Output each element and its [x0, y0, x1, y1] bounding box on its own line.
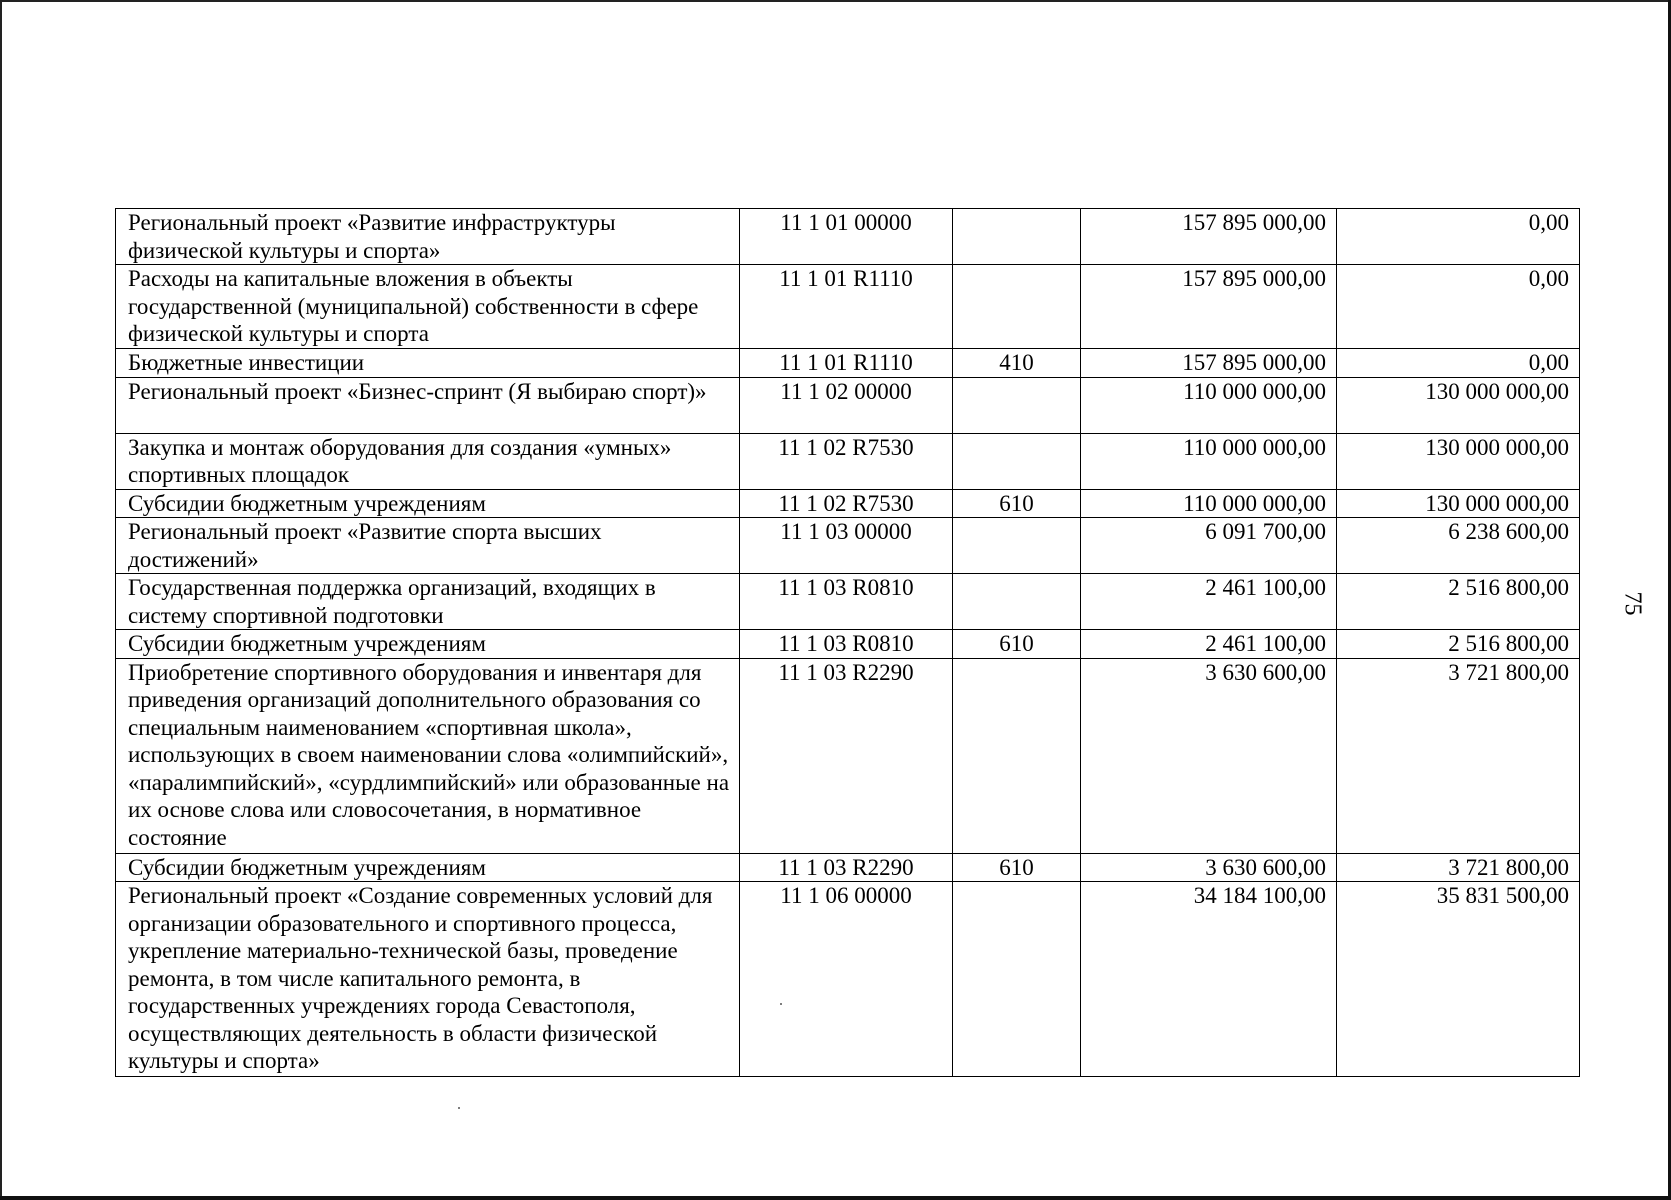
row-sum1-cell: 157 895 000,00	[1081, 349, 1337, 378]
table-row	[116, 265, 1580, 349]
row-type-cell	[953, 518, 1081, 574]
row-type-cell	[953, 433, 1081, 489]
row-code-cell: 11 1 03 00000	[740, 518, 953, 574]
row-name-cell: Субсидии бюджетным учреждениям	[116, 630, 740, 659]
row-code-cell: 11 1 02 R7530	[740, 489, 953, 518]
row-sum2-cell: 130 000 000,00	[1337, 377, 1580, 433]
row-sum2-cell: 0,00	[1337, 265, 1580, 349]
row-sum1-cell: 6 091 700,00	[1081, 518, 1337, 574]
table-row	[116, 853, 1580, 882]
table-row	[116, 658, 1580, 853]
row-name-cell: Региональный проект «Создание современных условий для организации образовательного и спортивного процесса, укрепление материально-технической базы, проведение ремонта, в том числе капитального ремонта, в государственных учреждениях города Севастополя, осуществляющих деятельность в области физической культуры и спорта»	[116, 882, 740, 1077]
row-sum1-cell: 110 000 000,00	[1081, 489, 1337, 518]
row-name-cell: Региональный проект «Бизнес-спринт (Я выбираю спорт)»	[116, 377, 740, 433]
table-row	[116, 574, 1580, 630]
row-name-cell: Субсидии бюджетным учреждениям	[116, 853, 740, 882]
row-type-cell: 610	[953, 853, 1081, 882]
row-type-cell	[953, 265, 1081, 349]
row-code-cell: 11 1 03 R0810	[740, 630, 953, 659]
row-sum1-cell: 157 895 000,00	[1081, 209, 1337, 265]
table-row	[116, 489, 1580, 518]
row-name-cell: Региональный проект «Развитие инфраструктуры физической культуры и спорта»	[116, 209, 740, 265]
row-sum2-cell: 2 516 800,00	[1337, 630, 1580, 659]
row-name-cell: Закупка и монтаж оборудования для создания «умных» спортивных площадок	[116, 433, 740, 489]
row-sum1-cell: 110 000 000,00	[1081, 433, 1337, 489]
row-sum2-cell: 0,00	[1337, 209, 1580, 265]
row-name-cell: Государственная поддержка организаций, входящих в систему спортивной подготовки	[116, 574, 740, 630]
row-sum1-cell: 2 461 100,00	[1081, 630, 1337, 659]
row-type-cell	[953, 658, 1081, 853]
row-type-cell: 610	[953, 630, 1081, 659]
table-row	[116, 377, 1580, 433]
row-code-cell: 11 1 03 R2290	[740, 658, 953, 853]
table-row	[116, 433, 1580, 489]
row-code-cell: 11 1 03 R2290	[740, 853, 953, 882]
row-sum2-cell: 0,00	[1337, 349, 1580, 378]
table-row	[116, 518, 1580, 574]
row-name-cell: Субсидии бюджетным учреждениям	[116, 489, 740, 518]
row-type-cell	[953, 377, 1081, 433]
scan-speck	[458, 1107, 460, 1109]
row-sum1-cell: 3 630 600,00	[1081, 853, 1337, 882]
row-type-cell	[953, 882, 1081, 1077]
row-code-cell: 11 1 02 R7530	[740, 433, 953, 489]
row-sum2-cell: 2 516 800,00	[1337, 574, 1580, 630]
row-sum2-cell: 3 721 800,00	[1337, 658, 1580, 853]
row-sum1-cell: 110 000 000,00	[1081, 377, 1337, 433]
row-code-cell: 11 1 01 R1110	[740, 349, 953, 378]
row-type-cell: 610	[953, 489, 1081, 518]
row-sum1-cell: 2 461 100,00	[1081, 574, 1337, 630]
row-code-cell: 11 1 06 00000	[740, 882, 953, 1077]
row-code-cell: 11 1 02 00000	[740, 377, 953, 433]
row-code-cell: 11 1 01 R1110	[740, 265, 953, 349]
scan-border-bottom	[0, 1196, 1671, 1200]
budget-table	[115, 208, 1580, 1077]
row-name-cell: Бюджетные инвестиции	[116, 349, 740, 378]
row-sum1-cell: 157 895 000,00	[1081, 265, 1337, 349]
row-code-cell: 11 1 03 R0810	[740, 574, 953, 630]
row-name-cell: Региональный проект «Развитие спорта высших достижений»	[116, 518, 740, 574]
table-row	[116, 209, 1580, 265]
scan-border-left	[0, 0, 2, 1200]
table-row	[116, 630, 1580, 659]
row-sum2-cell: 6 238 600,00	[1337, 518, 1580, 574]
row-type-cell	[953, 209, 1081, 265]
row-sum2-cell: 3 721 800,00	[1337, 853, 1580, 882]
page-number: 75	[1619, 591, 1646, 616]
row-type-cell: 410	[953, 349, 1081, 378]
row-sum2-cell: 130 000 000,00	[1337, 433, 1580, 489]
table-row	[116, 882, 1580, 1077]
row-sum1-cell: 34 184 100,00	[1081, 882, 1337, 1077]
row-sum1-cell: 3 630 600,00	[1081, 658, 1337, 853]
row-sum2-cell: 130 000 000,00	[1337, 489, 1580, 518]
row-name-cell: Приобретение спортивного оборудования и инвентаря для приведения организаций дополнительного образования со специальным наименованием «спортивная школа», использующих в своем наименовании слова «олимпийский», «паралимпийский», «сурдлимпийский» или образованные на их основе слова или словосочетания, в нормативное состояние	[116, 658, 740, 853]
row-name-cell: Расходы на капитальные вложения в объекты государственной (муниципальной) собственности в сфере физической культуры и спорта	[116, 265, 740, 349]
row-sum2-cell: 35 831 500,00	[1337, 882, 1580, 1077]
scan-speck	[780, 1003, 782, 1005]
row-code-cell: 11 1 01 00000	[740, 209, 953, 265]
scan-border-top	[0, 0, 1671, 2]
table-row	[116, 349, 1580, 378]
row-type-cell	[953, 574, 1081, 630]
